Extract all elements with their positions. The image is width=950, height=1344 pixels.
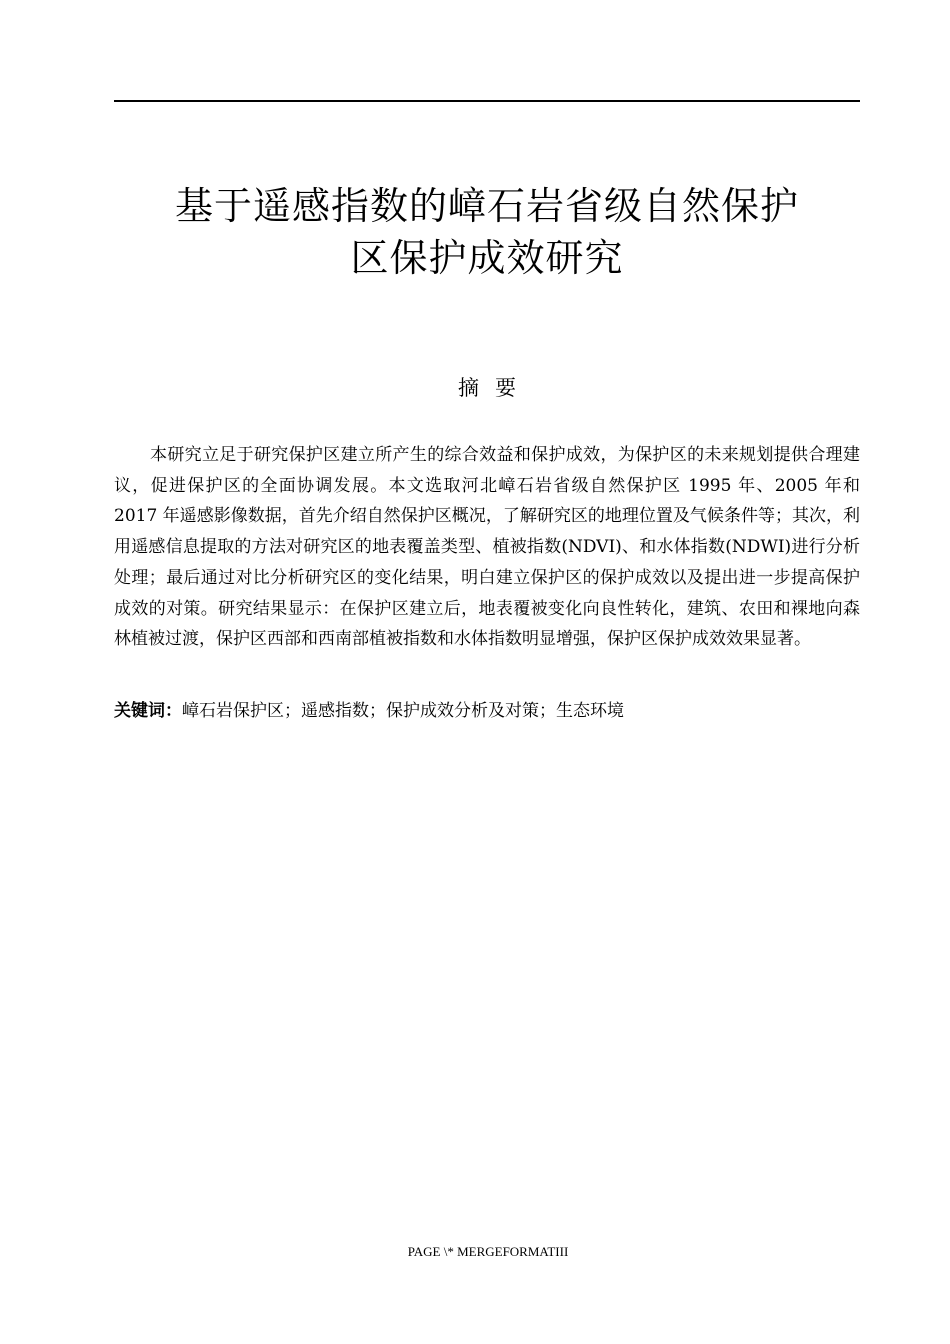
paper-title-line-2: 区保护成效研究 [350, 236, 624, 280]
header-rule [114, 100, 860, 102]
abstract-heading: 摘要 [458, 376, 532, 400]
keywords-text: 嶂石岩保护区；遥感指数；保护成效分析及对策；生态环境 [182, 701, 624, 721]
abstract-body: 本研究立足于研究保护区建立所产生的综合效益和保护成效，为保护区的未来规划提供合理建议，促进保护区的全面协调发展。本文选取河北嶂石岩省级自然保护区 1995 年、2005 年和 2017 年遥感影像数据，首先介绍自然保护区概况，了解研究区的地理位置及气候条件等；其次，利用遥感信息提取的方法对研究区的地表覆盖类型、植被指数(NDVI)、和水体指数(NDWI)进行分析处理；最后通过对比分析研究区的变化结果，明白建立保护区的保护成效以及提出进一步提高保护成效的对策。研究结果显示：在保护区建立后，地表覆被变化向良性转化，建筑、农田和裸地向森林植被过渡，保护区西部和西南部植被指数和水体指数明显增强，保护区保护成效效果显著。 [114, 445, 860, 650]
keywords-label: 关键词： [114, 701, 182, 721]
paper-title-line-1: 基于遥感指数的嶂石岩省级自然保护 [174, 184, 799, 228]
page-footer: PAGE \* MERGEFORMATIII [407, 1244, 569, 1259]
keywords-line [114, 696, 860, 726]
paper-title [114, 180, 860, 284]
